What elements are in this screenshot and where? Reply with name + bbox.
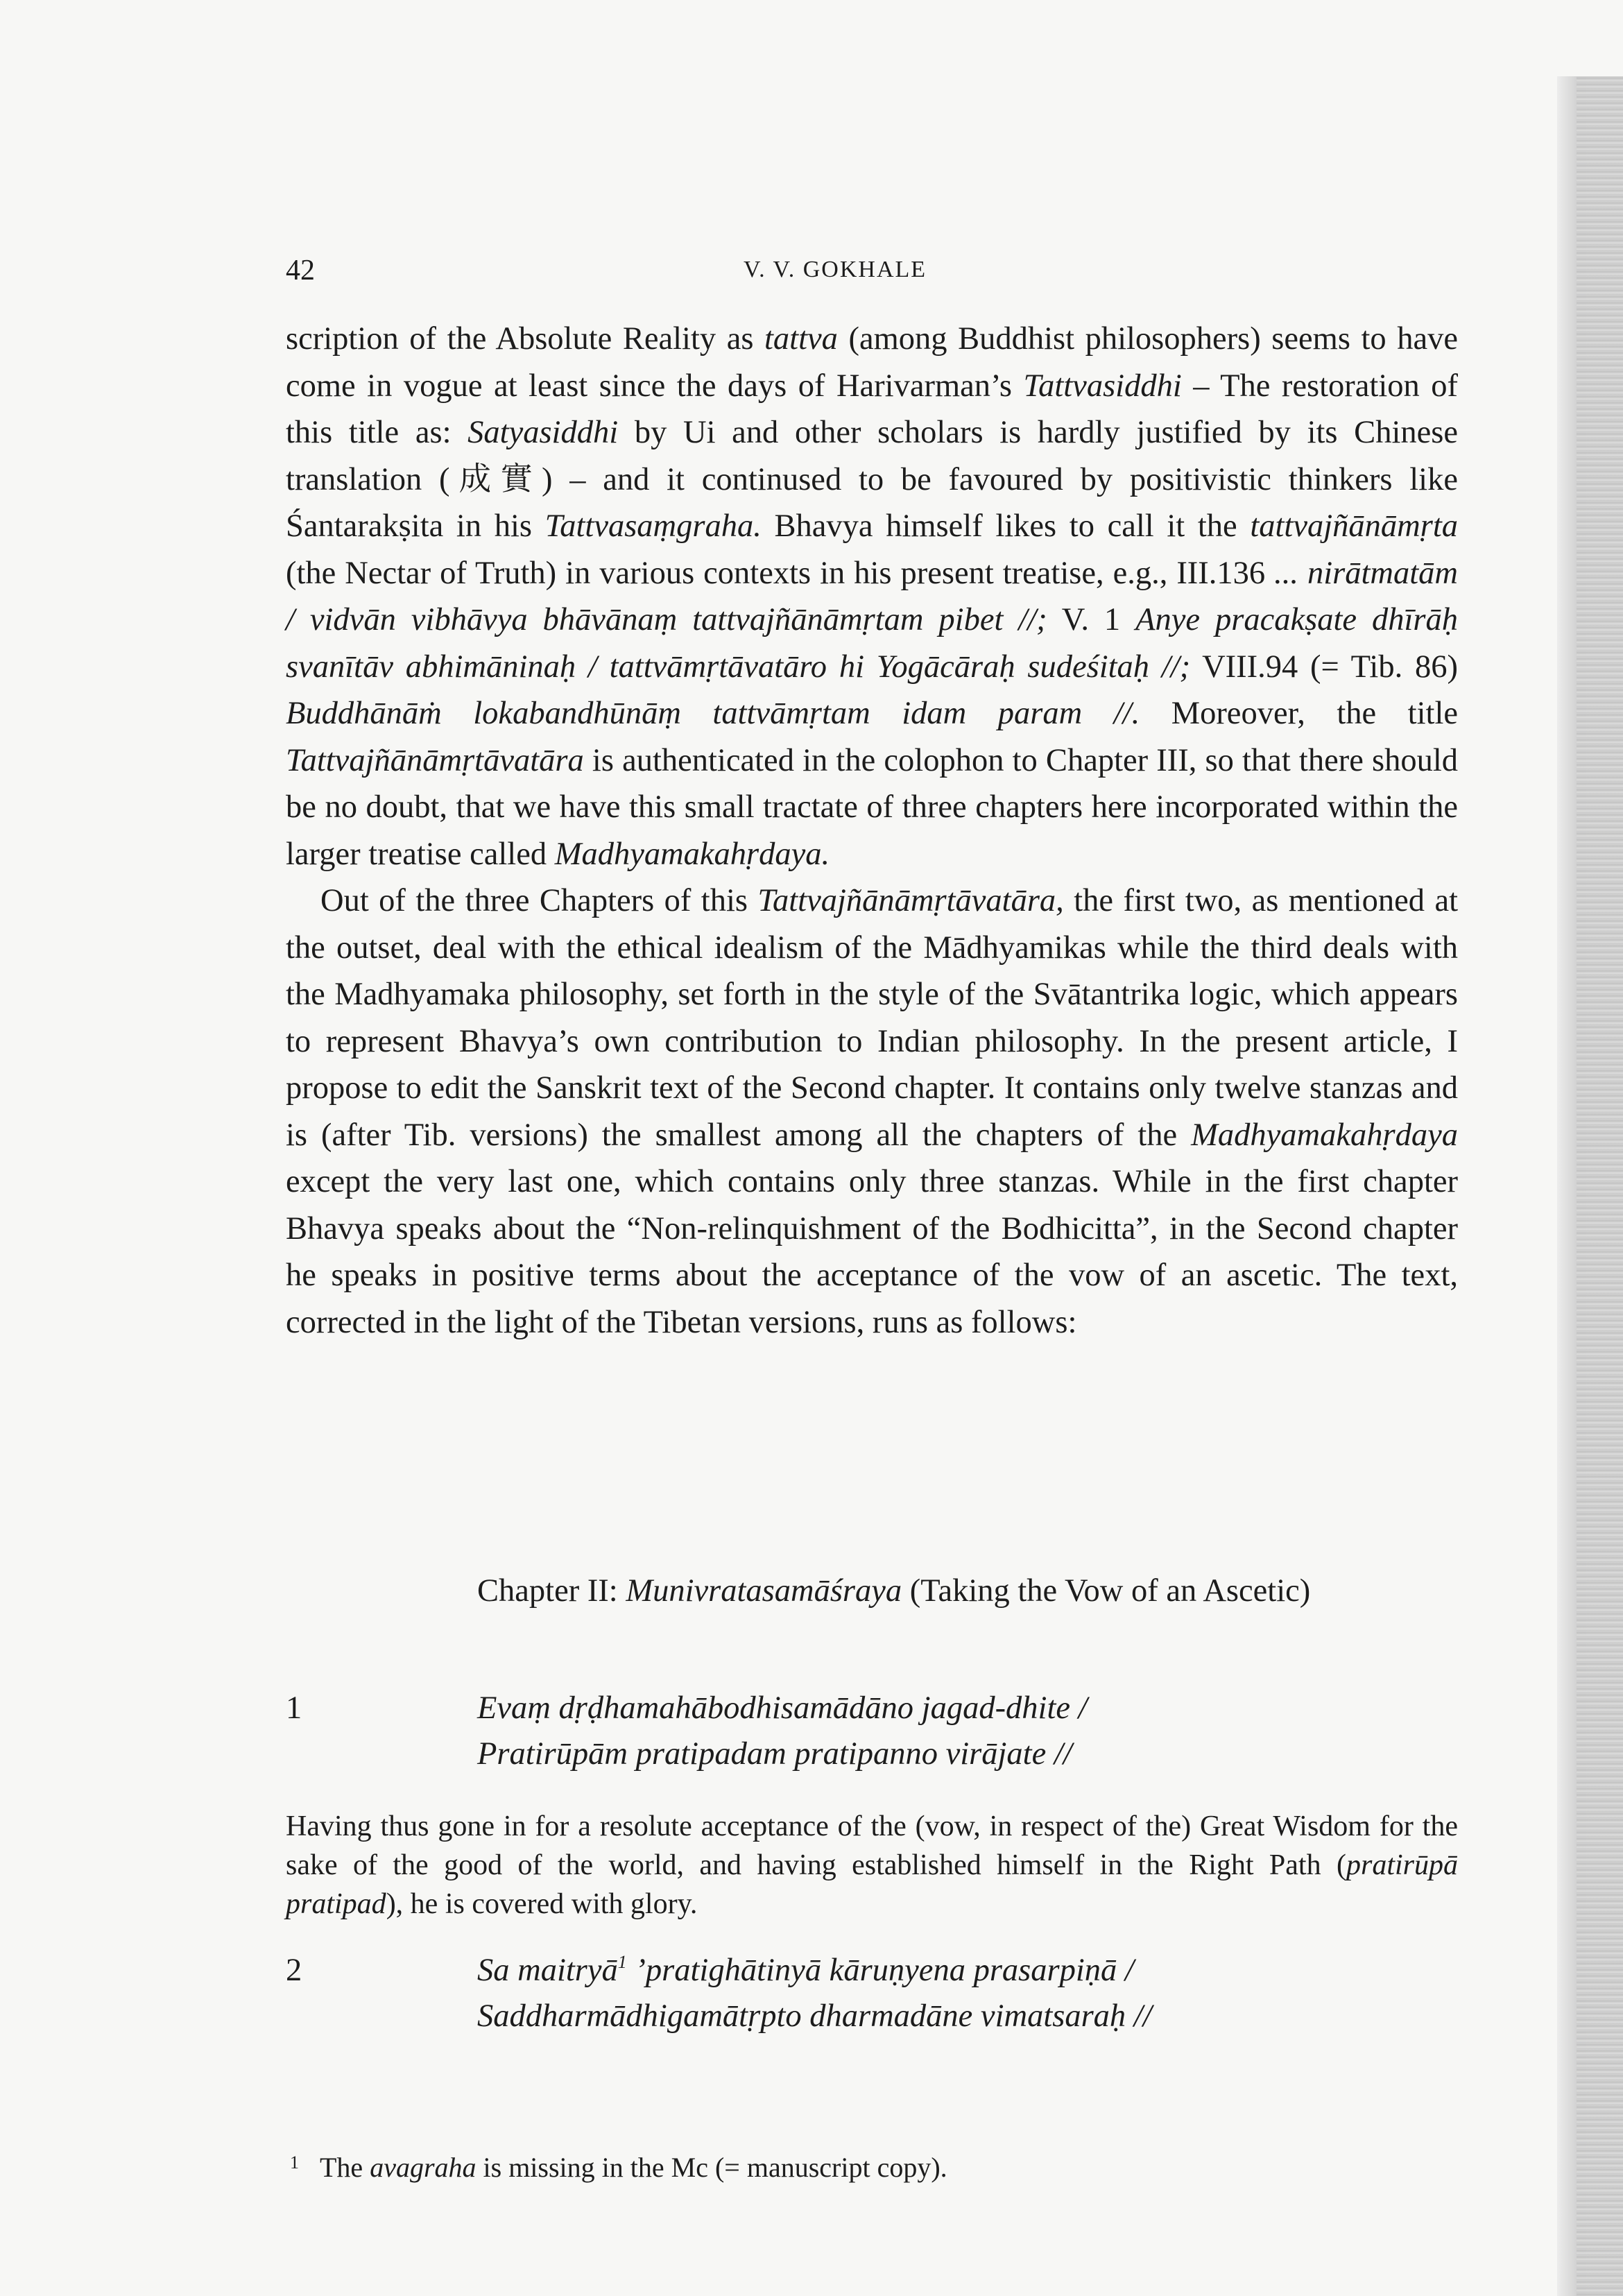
p1-italic-quote: ... nirātmatām / vidvān vibhāvya bhāvānaṃ tattvajñānāmṛtam pibet //; (286, 555, 1458, 637)
p1-text: Moreover, the title (1140, 696, 1458, 731)
footnote-text: The (320, 2152, 370, 2183)
stanza-line-part: Sa maitryā (477, 1953, 618, 1988)
stanza-2 (286, 1948, 1458, 2045)
stanza-line: Saddharmādhigamātṛpto dharmadāne vimatsaraḥ // (477, 1998, 1152, 2034)
p2-text: except the very last one, which contains only three stanzas. While in the first chapter Bhavya speaks about the “Non-relinquishment of the Bodhicitta”, in the Second chapter he speaks in positive terms about the acceptance of the vow of an ascetic. The text, corrected in the light of the Tibetan versions, runs as follows: (286, 1164, 1458, 1340)
p1-italic-term: Madhyamakahṛdaya. (554, 836, 830, 872)
chapter-heading (477, 1568, 1458, 1614)
p1-text: (the Nectar of Truth) in various contexts in his present treatise, e.g., III.136 (286, 555, 1275, 591)
p2-text: the first two, as mentioned at the outset, deal with the ethical idealism of the Mādhyamikas while the third deals with the Madhyamaka philosophy, set forth in the style of the Svātantrika logic, which appears to represent Bhavya’s own contribution to Indian philosophy. In the present article, I propose to edit the Sanskrit text of the Second chapter. It contains only twelve stanzas and is (after Tib. versions) the smallest among all the chapters of the (286, 883, 1459, 1153)
running-head: V. V. GOKHALE (744, 257, 927, 282)
chapter-title: Munivratasamāśraya (626, 1573, 902, 1609)
chapter-label: Chapter II: (477, 1573, 626, 1609)
paragraph-2 (286, 877, 1458, 1346)
stanza-lines (477, 1686, 1088, 1777)
paragraph-1 (286, 316, 1458, 877)
p2-text: Out of the three Chapters of this (320, 883, 758, 918)
stanza-line: Evaṃ dṛḍhamahābodhisamādāno jagad-dhite / (477, 1690, 1088, 1726)
p1-italic-quote: Buddhānāṁ lokabandhūnāṃ tattvāmṛtam idam param //. (286, 696, 1140, 731)
translation-italic-term: pratirūpā pratipad (286, 1849, 1458, 1920)
p1-italic-term: Tattvajñānāmṛtāvatāra (286, 742, 584, 778)
p1-text: by Ui and other scholars is hardly justified by its Chinese translation (成實) – and it continused to be favoured by positivistic thinkers like Śantarakṣita in his (286, 415, 1458, 544)
p1-italic-term: tattvajñānāmṛta (1250, 508, 1458, 544)
page-header (286, 250, 1458, 291)
p1-text: (among Buddhist philosophers) seems to have come in vogue at least since the days of Harivarman’s (286, 321, 1458, 404)
footnote (290, 2143, 1462, 2187)
translation-text: Having thus gone in for a resolute acceptance of the (vow, in respect of the) Great Wisdom for the sake of the good of the world, and having established himself in the Right Path ( (286, 1810, 1458, 1881)
p1-text: – The restoration of this title as: (286, 368, 1458, 450)
page-number: 42 (286, 255, 315, 286)
stanza-number: 1 (286, 1690, 302, 1726)
translation-1 (286, 1807, 1458, 1924)
scanned-page-edge (1557, 76, 1623, 2296)
footnote-mark: 1 (290, 2152, 299, 2173)
p1-text: VIII.94 (= Tib. 86) (1190, 649, 1458, 685)
body-text (286, 316, 1458, 1346)
stanza-lines (477, 1948, 1152, 2039)
p1-italic-term: Satyasiddhi (467, 415, 619, 450)
stanza-number: 2 (286, 1953, 302, 1988)
footnote-ref: 1 (617, 1952, 627, 1972)
stanza-line-part: ’pratighātinyā kāruṇyena prasarpiṇā / (626, 1953, 1134, 1988)
stanza-1 (286, 1686, 1458, 1783)
p1-text: V. 1 (1047, 602, 1136, 637)
p1-italic-term: Tattvasiddhi (1023, 368, 1182, 404)
p1-italic-quote: Anye pracakṣate dhīrāḥ svanītāv abhimāninaḥ / tattvāmṛtāvatāro hi Yogācāraḥ sudeśitaḥ //; (286, 602, 1458, 685)
p1-text: scription of the Absolute Reality as (286, 321, 765, 357)
chapter-subtitle: (Taking the Vow of an Ascetic) (902, 1573, 1311, 1609)
p2-italic-term: Tattvajñānāmṛtāvatāra, (757, 883, 1064, 918)
footnote-italic-term: avagraha (370, 2152, 476, 2183)
translation-text: ), he is covered with glory. (386, 1888, 698, 1920)
p1-italic-term: tattva (764, 321, 838, 357)
p1-italic-term: Tattvasaṃgraha. (544, 508, 762, 544)
footnote-text: is missing in the Mc (= manuscript copy). (476, 2152, 947, 2183)
p1-text: Bhavya himself likes to call it the (761, 508, 1251, 544)
stanza-line (477, 1948, 1152, 1994)
p2-italic-term: Madhyamakahṛdaya (1191, 1117, 1458, 1153)
stanza-line: Pratirūpām pratipadam pratipanno virājate // (477, 1736, 1072, 1772)
p1-text: is authenticated in the colophon to Chapter III, so that there should be no doubt, that we have this small tractate of three chapters here incorporated within the larger treatise called (286, 742, 1458, 872)
